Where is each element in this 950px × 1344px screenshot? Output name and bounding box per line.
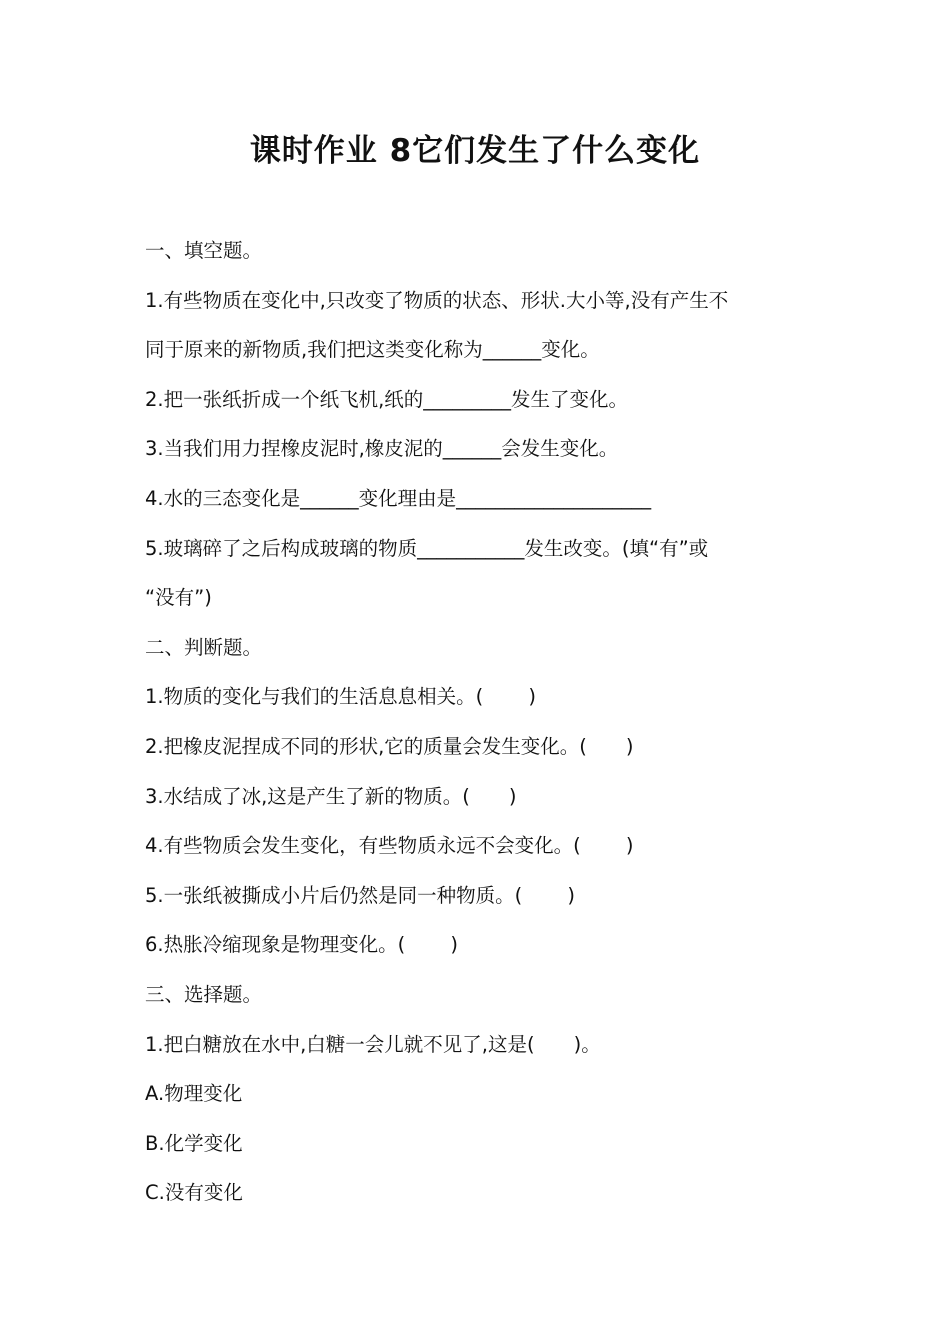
question-line: “没有”)	[145, 586, 212, 610]
question-line: 1.物质的变化与我们的生活息息相关。( )	[145, 685, 537, 709]
section-heading-true-false: 二、判断题。	[145, 635, 263, 659]
question-line: 4.水的三态变化是______变化理由是____________________	[145, 486, 652, 510]
question-line: 1.有些物质在变化中,只改变了物质的状态、形状.大小等,没有产生不	[145, 288, 729, 312]
question-line: 6.热胀冷缩现象是物理变化。( )	[145, 933, 459, 957]
question-line: 4.有些物质会发生变化，有些物质永远不会变化。( )	[145, 834, 634, 858]
section-heading-multiple-choice: 三、选择题。	[145, 982, 263, 1006]
question-line: 5.一张纸被撕成小片后仍然是同一种物质。( )	[145, 883, 576, 907]
option-c: C.没有变化	[145, 1181, 243, 1205]
question-line: 3.水结成了冰,这是产生了新的物质。( )	[145, 784, 517, 808]
option-a: A.物理变化	[145, 1082, 243, 1106]
option-b: B.化学变化	[145, 1131, 243, 1155]
page-title: 课时作业 8它们发生了什么变化	[249, 133, 701, 169]
question-line: 3.当我们用力捏橡皮泥时,橡皮泥的______会发生变化。	[145, 437, 619, 461]
question-line: 1.把白糖放在水中,白糖一会儿就不见了,这是( )。	[145, 1032, 601, 1056]
question-line: 同于原来的新物质,我们把这类变化称为______变化。	[145, 338, 600, 362]
question-line: 2.把橡皮泥捏成不同的形状,它的质量会发生变化。( )	[145, 734, 634, 758]
section-heading-fill-in: 一、填空题。	[145, 239, 263, 262]
document-body	[145, 226, 825, 1218]
question-line: 2.把一张纸折成一个纸飞机,纸的_________发生了变化。	[145, 387, 629, 411]
question-line: 5.玻璃碎了之后构成玻璃的物质___________发生改变。(填“有”或	[145, 536, 709, 560]
